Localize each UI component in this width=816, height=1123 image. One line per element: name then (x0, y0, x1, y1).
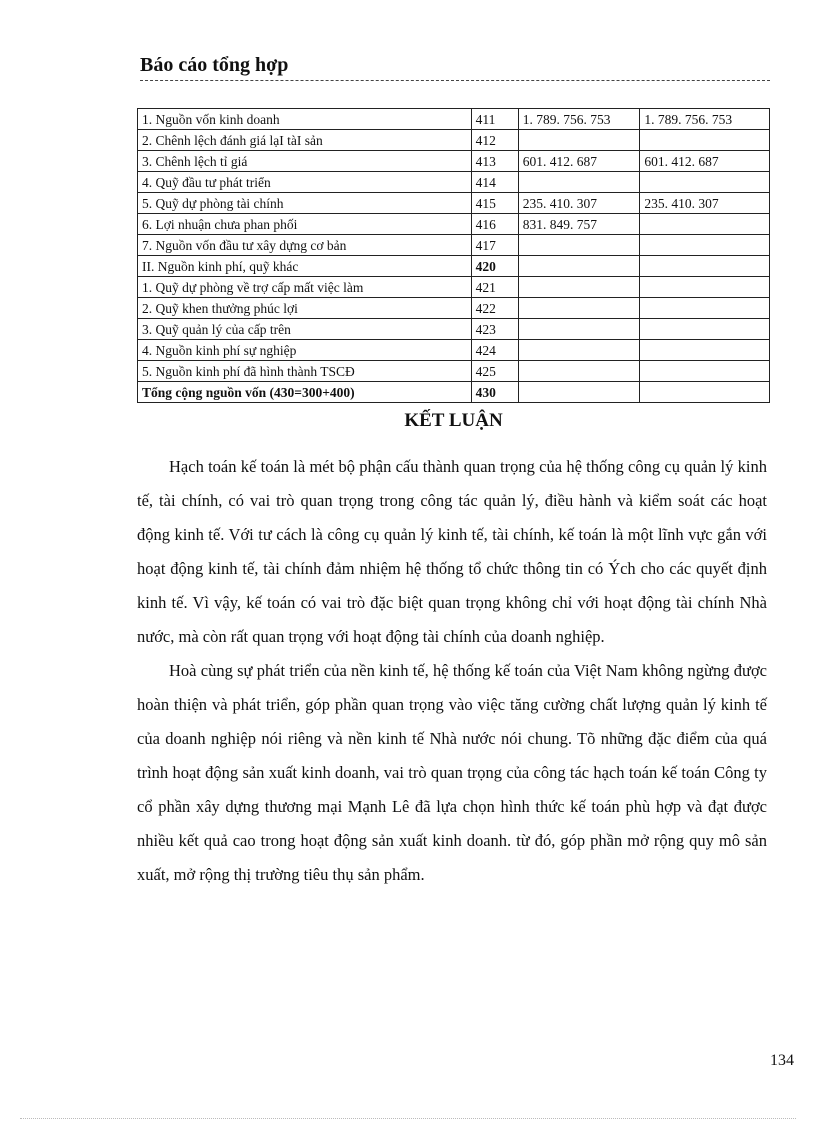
row-name-cell: 6. Lợi nhuận chưa phan phối (138, 214, 472, 235)
row-code-cell: 413 (471, 151, 518, 172)
table-row (138, 151, 770, 172)
row-code-cell: 412 (471, 130, 518, 151)
row-value1-cell: 235. 410. 307 (518, 193, 640, 214)
row-name-cell: 3. Chênh lệch tỉ giá (138, 151, 472, 172)
row-value1-cell (518, 235, 640, 256)
row-value1-cell: 831. 849. 757 (518, 214, 640, 235)
row-code-cell: 425 (471, 361, 518, 382)
row-value2-cell (640, 298, 770, 319)
table-row (138, 235, 770, 256)
row-name-cell: Tổng cộng nguồn vốn (430=300+400) (138, 382, 472, 403)
row-code-cell: 421 (471, 277, 518, 298)
row-name-cell: 7. Nguồn vốn đầu tư xây dựng cơ bản (138, 235, 472, 256)
row-value2-cell: 601. 412. 687 (640, 151, 770, 172)
row-code-cell: 422 (471, 298, 518, 319)
table-row (138, 256, 770, 277)
table-row (138, 298, 770, 319)
row-code-cell: 420 (471, 256, 518, 277)
row-value1-cell (518, 256, 640, 277)
paragraph: Hạch toán kế toán là mét bộ phận cấu thành quan trọng của hệ thống công cụ quản lý kinh tế, tài chính, có vai trò quan trọng trong công tác quản lý, điều hành và kiểm soát các hoạt động kinh tế. Với tư cách là công cụ quản lý kinh tế, tài chính, kế toán là một lĩnh vực gắn với hoạt động kinh tế, tài chính đảm nhiệm hệ thống tổ chức thông tin có Ých cho các quyết định kinh tế. Vì vậy, kế toán có vai trò đặc biệt quan trọng không chỉ với hoạt động tài chính Nhà nước, mà còn rất quan trọng với hoạt động tài chính của doanh nghiệp. (137, 457, 767, 646)
row-code-cell: 417 (471, 235, 518, 256)
row-value2-cell (640, 340, 770, 361)
row-value2-cell: 1. 789. 756. 753 (640, 109, 770, 130)
row-code-cell: 411 (471, 109, 518, 130)
row-code-cell: 430 (471, 382, 518, 403)
row-value2-cell (640, 235, 770, 256)
page-number: 134 (770, 1052, 794, 1069)
row-value1-cell (518, 172, 640, 193)
row-value1-cell (518, 382, 640, 403)
row-value1-cell (518, 340, 640, 361)
table-row (138, 382, 770, 403)
row-value1-cell (518, 361, 640, 382)
conclusion-body (137, 450, 767, 892)
row-name-cell: 3. Quỹ quản lý của cấp trên (138, 319, 472, 340)
row-code-cell: 416 (471, 214, 518, 235)
row-value2-cell (640, 214, 770, 235)
row-value1-cell (518, 319, 640, 340)
capital-sources-table (137, 108, 770, 403)
table-row (138, 193, 770, 214)
row-name-cell: 5. Nguồn kinh phí đã hình thành TSCĐ (138, 361, 472, 382)
row-value2-cell (640, 256, 770, 277)
table-row (138, 361, 770, 382)
row-value2-cell (640, 277, 770, 298)
row-value2-cell (640, 319, 770, 340)
table-body (138, 109, 770, 403)
table-row (138, 277, 770, 298)
row-name-cell: 1. Nguồn vốn kinh doanh (138, 109, 472, 130)
row-value2-cell (640, 361, 770, 382)
row-name-cell: 1. Quỹ dự phòng về trợ cấp mất việc làm (138, 277, 472, 298)
page-header-title: Báo cáo tổng hợp (140, 52, 770, 81)
row-code-cell: 415 (471, 193, 518, 214)
row-code-cell: 414 (471, 172, 518, 193)
row-code-cell: 423 (471, 319, 518, 340)
table-row (138, 130, 770, 151)
row-value1-cell (518, 298, 640, 319)
row-name-cell: 4. Quỹ đầu tư phát triển (138, 172, 472, 193)
table-row (138, 340, 770, 361)
row-name-cell: II. Nguồn kinh phí, quỹ khác (138, 256, 472, 277)
row-name-cell: 2. Quỹ khen thưởng phúc lợi (138, 298, 472, 319)
paragraph: Hoà cùng sự phát triển của nền kinh tế, hệ thống kế toán của Việt Nam không ngừng được hoàn thiện và phát triển, góp phần quan trọng vào việc tăng cường chất lượng quản lý kinh tế của doanh nghiệp nói riêng và nền kinh tế Nhà nước nói chung. Tõ những đặc điểm của quá trình hoạt động sản xuất kinh doanh, vai trò quan trọng của công tác hạch toán kế toán Công ty cổ phần xây dựng thương mại Mạnh Lê đã lựa chọn hình thức kế toán phù hợp và đạt được nhiều kết quả cao trong hoạt động sản xuất kinh doanh. từ đó, góp phần mở rộng quy mô sản xuất, mở rộng thị trường tiêu thụ sản phẩm. (137, 661, 767, 884)
row-value2-cell (640, 382, 770, 403)
table-row (138, 109, 770, 130)
row-value2-cell (640, 130, 770, 151)
row-value2-cell (640, 172, 770, 193)
row-value1-cell: 601. 412. 687 (518, 151, 640, 172)
table-row (138, 172, 770, 193)
row-value1-cell (518, 130, 640, 151)
table-row (138, 214, 770, 235)
row-name-cell: 5. Quỹ dự phòng tài chính (138, 193, 472, 214)
footer-divider (20, 1118, 796, 1119)
section-title: KẾT LUẬN (404, 410, 503, 431)
row-value1-cell: 1. 789. 756. 753 (518, 109, 640, 130)
row-code-cell: 424 (471, 340, 518, 361)
row-name-cell: 4. Nguồn kinh phí sự nghiệp (138, 340, 472, 361)
row-value1-cell (518, 277, 640, 298)
row-name-cell: 2. Chênh lệch đánh giá lạI tàI sản (138, 130, 472, 151)
row-value2-cell: 235. 410. 307 (640, 193, 770, 214)
table-row (138, 319, 770, 340)
